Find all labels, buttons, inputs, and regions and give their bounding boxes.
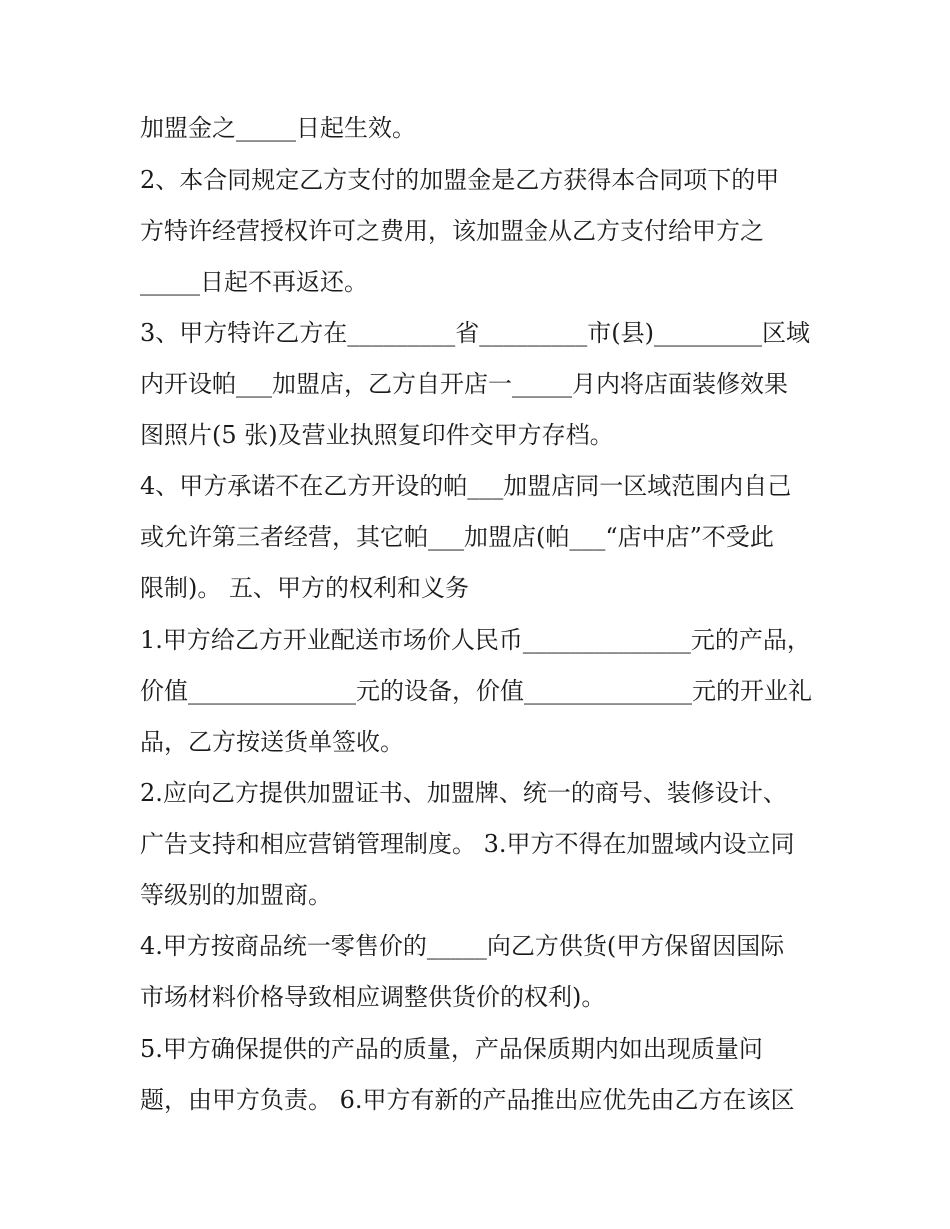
text-line: 或允许第三者经营，其它帕___加盟店(帕___“店中店”不受此 (140, 523, 774, 551)
text-line: 图照片(5 张)及营业执照复印件交甲方存档。 (140, 421, 614, 449)
text-line: 题，由甲方负责。 6.甲方有新的产品推出应优先由乙方在该区 (140, 1086, 795, 1114)
text-line: 4、甲方承诺不在乙方开设的帕___加盟店同一区域范围内自己 (140, 472, 792, 500)
text-line: 内开设帕___加盟店，乙方自开店一_____月内将店面装修效果 (140, 370, 788, 398)
text-line: 等级别的加盟商。 (140, 881, 332, 909)
text-line: 5.甲方确保提供的产品的质量，产品保质期内如出现质量问 (140, 1035, 763, 1063)
text-line: 市场材料价格导致相应调整供货价的权利)。 (140, 983, 606, 1011)
text-line: 2、本合同规定乙方支付的加盟金是乙方获得本合同项下的甲 (140, 166, 780, 194)
text-line: 加盟金之_____日起生效。 (140, 114, 416, 142)
text-line: 限制)。 五、甲方的权利和义务 (140, 574, 469, 602)
text-line: 4.甲方按商品统一零售价的_____向乙方供货(甲方保留因国际 (140, 932, 785, 960)
text-line: _____日起不再返还。 (140, 268, 368, 296)
text-line: 3、甲方特许乙方在_________省_________市(县)_________区域 (140, 319, 810, 347)
text-line: 品，乙方按送货单签收。 (140, 728, 404, 756)
text-line: 1.甲方给乙方开业配送市场价人民币______________元的产品， (140, 626, 811, 654)
text-line: 方特许经营授权许可之费用，该加盟金从乙方支付给甲方之 (140, 217, 764, 245)
text-line: 2.应向乙方提供加盟证书、加盟牌、统一的商号、装修设计、 (140, 779, 787, 807)
text-line: 价值______________元的设备，价值______________元的开业礼 (140, 677, 812, 705)
text-line: 广告支持和相应营销管理制度。 3.甲方不得在加盟域内设立同 (140, 830, 795, 858)
